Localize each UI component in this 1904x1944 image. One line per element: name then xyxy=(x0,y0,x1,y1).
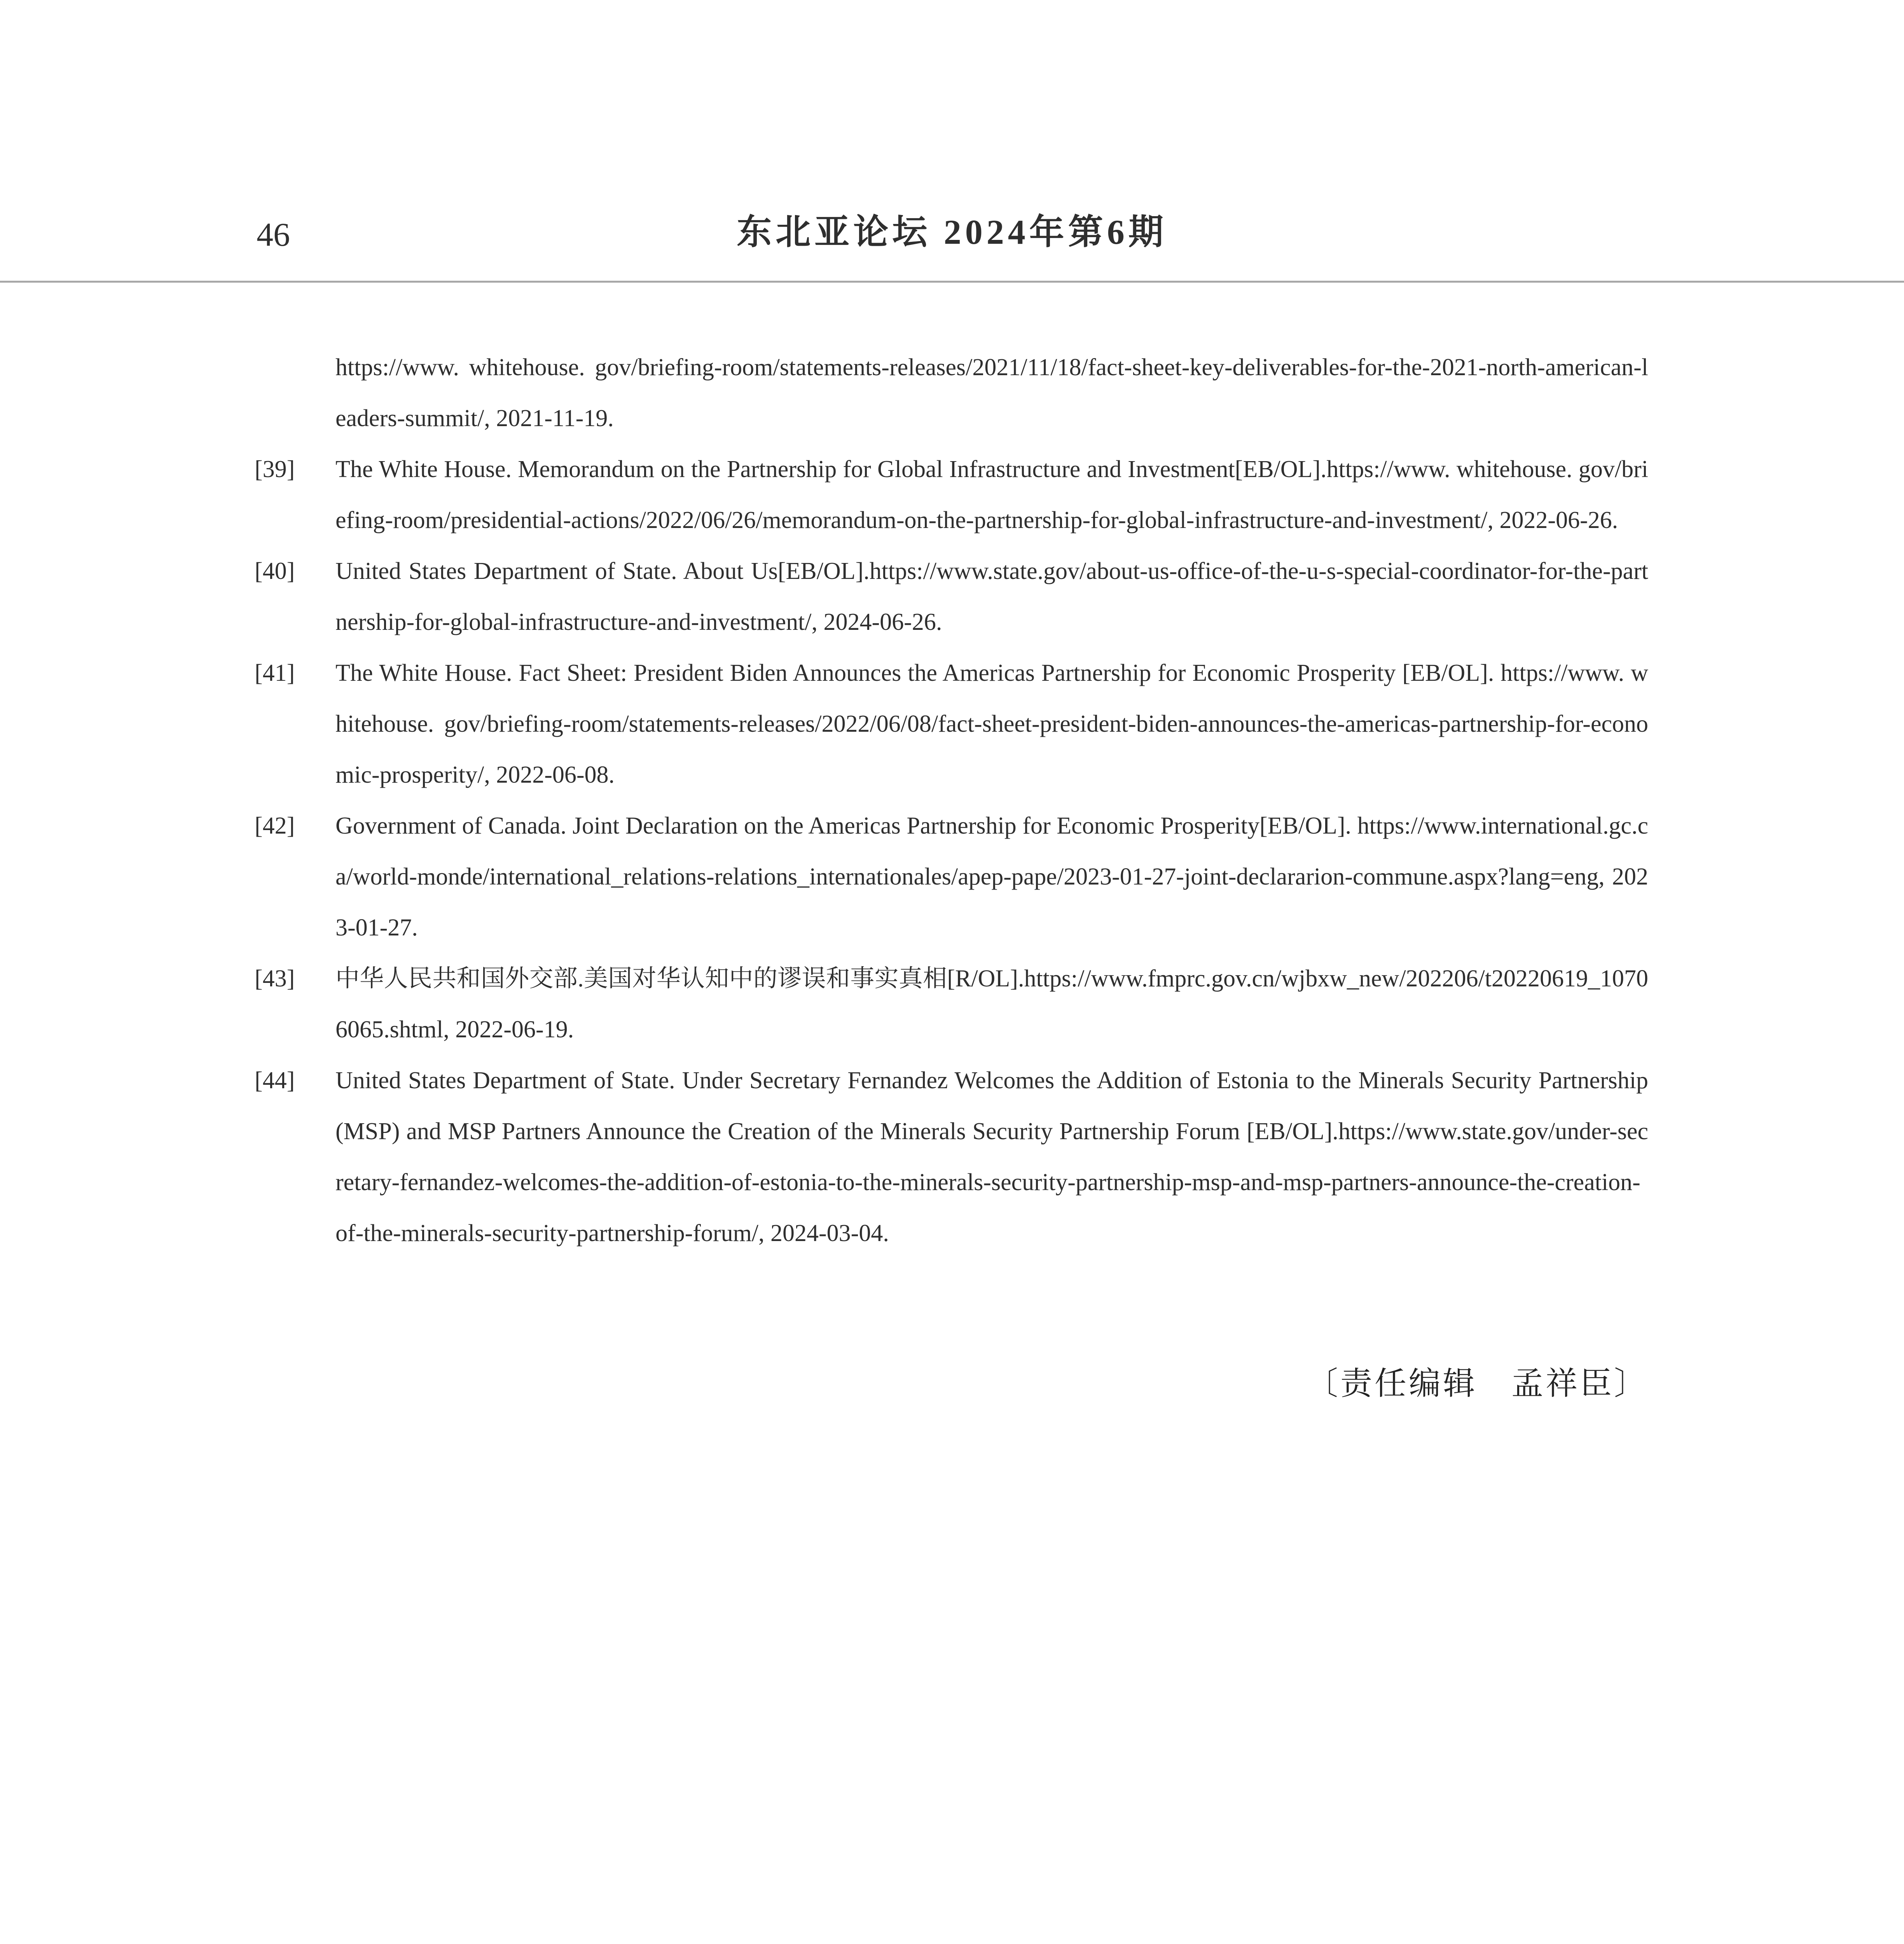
reference-text: https://www. whitehouse. gov/briefing-room/statements-releases/2021/11/18/fact-sheet-key-deliverables-for-the-2021-north-american-leaders-summit/, 2021-11-19. xyxy=(335,354,1648,432)
reference-number: [41] xyxy=(255,660,295,686)
reference-item xyxy=(255,546,1648,648)
reference-item xyxy=(255,444,1648,546)
reference-number: [42] xyxy=(255,813,295,839)
reference-item xyxy=(255,1055,1648,1259)
reference-text: Government of Canada. Joint Declaration on the Americas Partnership for Economic Prosperity[EB/OL]. https://www.international.gc.ca/world-monde/international_relations-relations_internationales/apep-pape/2023-01-27-joint-declararion-commune.aspx?lang=eng, 2023-01-27. xyxy=(335,813,1648,941)
reference-list xyxy=(255,342,1648,1259)
page-number: 46 xyxy=(257,216,290,253)
reference-text: The White House. Fact Sheet: President Biden Announces the Americas Partnership for Economic Prosperity [EB/OL]. https://www. whitehouse. gov/briefing-room/statements-releases/2022/06/08/fact-sheet-president-biden-announces-the-americas-partnership-for-economic-prosperity/, 2022-06-08. xyxy=(335,660,1648,788)
reference-item xyxy=(255,953,1648,1055)
reference-item xyxy=(255,648,1648,801)
journal-issue-title: 东北亚论坛 2024年第6期 xyxy=(737,213,1167,252)
header-divider xyxy=(0,281,1904,283)
reference-text: United States Department of State. About Us[EB/OL].https://www.state.gov/about-us-office-of-the-u-s-special-coordinator-for-the-partnership-for-global-infrastructure-and-investment/, 2024-06-26. xyxy=(335,558,1648,635)
reference-number: [44] xyxy=(255,1067,295,1094)
reference-number: [40] xyxy=(255,558,295,584)
reference-text: The White House. Memorandum on the Partnership for Global Infrastructure and Investment[EB/OL].https://www. whitehouse. gov/briefing-room/presidential-actions/2022/06/26/memorandum-on-the-partnership-for-global-infrastructure-and-investment/, 2022-06-26. xyxy=(335,456,1648,533)
responsible-editor-credit: 〔责任编辑 孟祥臣〕 xyxy=(1306,1365,1648,1402)
reference-number: [43] xyxy=(255,965,295,992)
reference-number: [39] xyxy=(255,456,295,483)
reference-text: 中华人民共和国外交部.美国对华认知中的谬误和事实真相[R/OL].https://www.fmprc.gov.cn/wjbxw_new/202206/t20220619_10706065.shtml, 2022-06-19. xyxy=(335,965,1648,1043)
reference-item xyxy=(255,342,1648,444)
page-header xyxy=(0,0,1904,284)
reference-text: United States Department of State. Under Secretary Fernandez Welcomes the Addition of Estonia to the Minerals Security Partnership (MSP) and MSP Partners Announce the Creation of the Minerals Security Partnership Forum [EB/OL].https://www.state.gov/under-secretary-fernandez-welcomes-the-addition-of-estonia-to-the-minerals-security-partnership-msp-and-msp-partners-announce-the-creation-of-the-minerals-security-partnership-forum/, 2024-03-04. xyxy=(335,1067,1648,1246)
reference-item xyxy=(255,801,1648,953)
